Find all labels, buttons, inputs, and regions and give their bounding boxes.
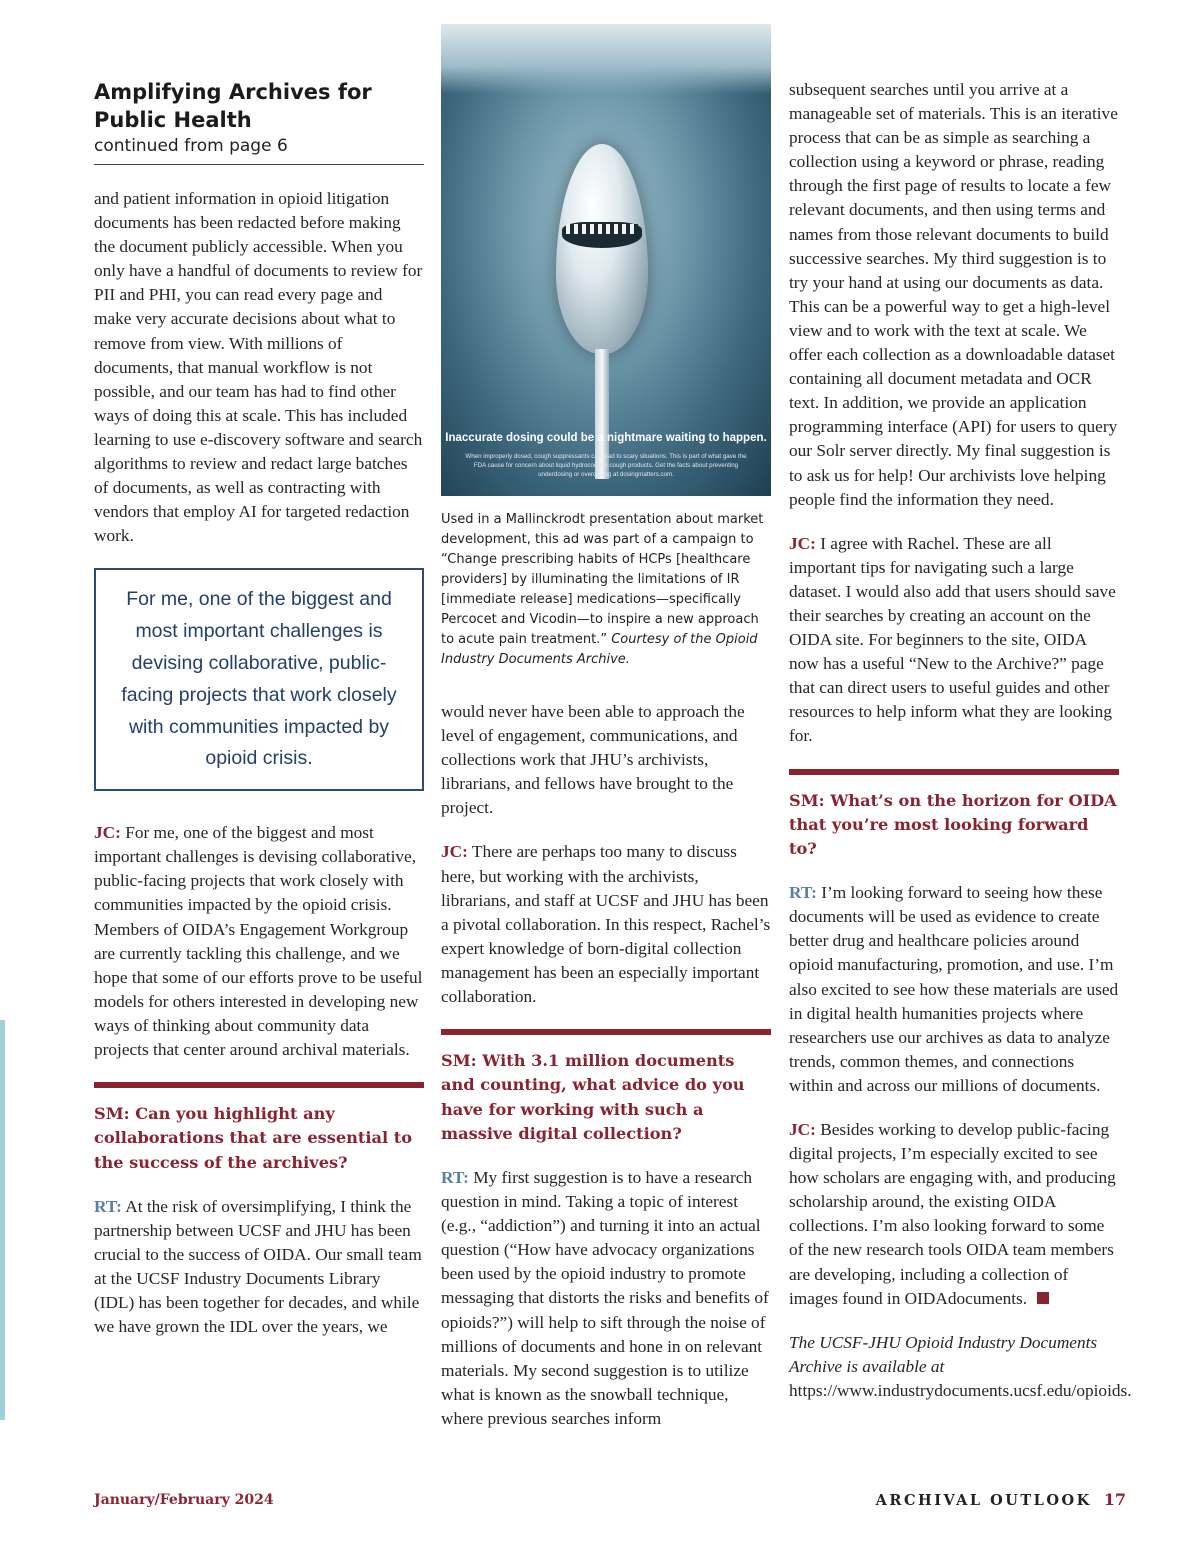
speaker-label-rt: RT: xyxy=(789,883,817,903)
answer-text: There are perhaps too many to discuss here, but working with the archivists, librarians, and staff at UCSF and JHU has been a pivotal collaboration. In this respect, Rachel’s expert knowledge of born-digital collection management has been an especially important collaboration. xyxy=(441,842,771,1007)
availability-note xyxy=(789,1331,1132,1403)
magazine-name: ARCHIVAL OUTLOOK xyxy=(875,1492,1092,1509)
advertisement-image xyxy=(441,24,771,496)
caption-credit: Courtesy of the Opioid Industry Documents Archive. xyxy=(441,632,758,667)
answer-text: At the risk of oversimplifying, I think the partnership between UCSF and JHU has been crucial to the success of OIDA. Our small team at the UCSF Industry Documents Library (IDL) has been together for decades, and while we have grown the IDL over the years, we xyxy=(94,1196,422,1337)
archive-url: https://www.industrydocuments.ucsf.edu/opioids. xyxy=(789,1380,1132,1400)
speaker-label-jc: JC: xyxy=(789,533,816,553)
answer-text: Besides working to develop public-facing digital projects, I’m especially excited to see how scholars are engaging with, and producing scholarship around, the existing OIDA collections. I’m also looking forward to some of the new research tools OIDA team members are developing, including a collection of images found in OIDAdocuments. xyxy=(789,1119,1116,1308)
question-divider xyxy=(789,769,1119,775)
continued-paragraph: would never have been able to approach the level of engagement, communications, and collections work that JHU’s archivists, librarians, and fellows have brought to the project. xyxy=(441,702,745,818)
column-1 xyxy=(94,78,424,1359)
question-divider xyxy=(94,1082,424,1088)
column-3 xyxy=(789,78,1132,1423)
ad-fine-print: When improperly dosed, cough suppressants can lead to scary situations. This is part of what gave the FDA cause for concern about liquid hydrocodone cough products. Get the facts about preventing underdosing or overdosing at dosingmatters.com. xyxy=(465,453,747,478)
image-caption xyxy=(441,510,771,670)
jc-answer-paragraph xyxy=(94,821,424,1062)
answer-text: My first suggestion is to have a research question in mind. Taking a topic of interest (e.g., “addiction”) and turning it into an actual question (“How have advocacy organizations been used by the opioid industry to promote messaging that distorts the risks and benefits of opioids?”) will help to sift through the noise of millions of documents and hone in on relevant materials. My second suggestion is to utilize what is known as the snowball technique, where previous searches inform xyxy=(441,1167,769,1428)
continued-paragraph: subsequent searches until you arrive at a manageable set of materials. This is an iterative process that can be as simple as searching a collection using a keyword or phrase, reading through the first page of results to locate a few relevant documents, and then using terms and names from those relevant documents to build successive searches. My third suggestion is to try your hand at using our documents as data. This can be a powerful way to get a high-level view and to work with the text at scale. We offer each collection as a downloadable dataset containing all document metadata and OCR text. In addition, we provide an application programming interface (API) for users to query our Solr server directly. My final suggestion is to ask us for help! Our archivists love helping people find the information they need. xyxy=(789,80,1118,509)
question-divider xyxy=(441,1029,771,1035)
shark-jaws xyxy=(562,222,642,248)
answer-text: I’m looking forward to seeing how these documents will be used as evidence to create better drug and healthcare policies around opioid manufacturing, promotion, and use. I’m also excited to see how these materials are used in digital health humanities projects where researchers use our archives as data to analyze trends, common themes, and connections within and across our millions of documents. xyxy=(789,883,1119,1095)
interview-question: SM: What’s on the horizon for OIDA that you’re most looking forward to? xyxy=(789,790,1117,858)
rt-answer-paragraph xyxy=(789,881,1119,1098)
jc-answer-paragraph xyxy=(789,1118,1119,1311)
note-text: The UCSF-JHU Opioid Industry Documents Archive is available at xyxy=(789,1332,1098,1376)
article-title: Amplifying Archives for Public Health xyxy=(94,80,372,132)
answer-text: For me, one of the biggest and most important challenges is devising collaborative, public-facing projects that work closely with communities impacted by the opioid crisis. Members of OIDA’s Engagement Workgroup are currently tackling this challenge, and we hope that some of our efforts prove to be useful models for others interested in developing new ways of thinking about community data projects that center around archival materials. xyxy=(94,823,423,1060)
issue-date: January/February 2024 xyxy=(94,1492,274,1508)
column-2 xyxy=(441,24,771,1451)
rt-answer-paragraph xyxy=(441,1166,771,1431)
running-footer xyxy=(876,1490,1126,1509)
spoon-shark-illustration xyxy=(556,144,648,354)
rt-answer-paragraph xyxy=(94,1195,424,1340)
page-edge-tab xyxy=(0,1020,5,1420)
ad-headline: Inaccurate dosing could be a nightmare waiting to happen. xyxy=(445,432,767,444)
page-number: 17 xyxy=(1103,1490,1126,1509)
speaker-label-jc: JC: xyxy=(94,823,121,843)
jc-answer-paragraph xyxy=(441,840,771,1009)
pull-quote: For me, one of the biggest and most important challenges is devising collaborative, public-facing projects that work closely with communities impacted by opioid crisis. xyxy=(94,568,424,791)
speaker-label-jc: JC: xyxy=(441,842,468,862)
speaker-label-rt: RT: xyxy=(94,1196,122,1216)
continued-note: continued from page 6 xyxy=(94,134,424,165)
jc-answer-paragraph xyxy=(789,532,1119,749)
caption-text: Used in a Mallinckrodt presentation about market development, this ad was part of a campaign to “Change prescribing habits of HCPs [healthcare providers] by illuminating the limitations of IR [immediate release] medications—specifically Percocet and Vicodin—to inspire a new approach to acute pain treatment.” xyxy=(441,512,764,647)
interview-question: SM: With 3.1 million documents and counting, what advice do you have for working with such a massive digital collection? xyxy=(441,1051,745,1143)
answer-text: I agree with Rachel. These are all important tips for navigating such a large dataset. I would also add that users should save their searches by creating an account on the OIDA site. For beginners to the site, OIDA now has a useful “New to the Archive?” page that can direct users to useful guides and other resources to help inform what they are looking for. xyxy=(789,533,1116,746)
end-of-article-mark xyxy=(1037,1292,1049,1304)
water-surface xyxy=(441,24,771,94)
speaker-label-jc: JC: xyxy=(789,1119,816,1139)
intro-paragraph: and patient information in opioid litigation documents has been redacted before making the document publicly accessible. When you only have a handful of documents to review for PII and PHI, you can read every page and make very accurate decisions about what to remove from view. With millions of documents, that manual workflow is not possible, and our team has had to find other ways of doing this at scale. This has included learning to use e-discovery software and search algorithms to review and redact large batches of documents, as well as contracting with vendors that employ AI for targeted redaction work. xyxy=(94,189,423,546)
speaker-label-rt: RT: xyxy=(441,1167,469,1187)
interview-question: SM: Can you highlight any collaborations that are essential to the success of the archives? xyxy=(94,1104,413,1172)
